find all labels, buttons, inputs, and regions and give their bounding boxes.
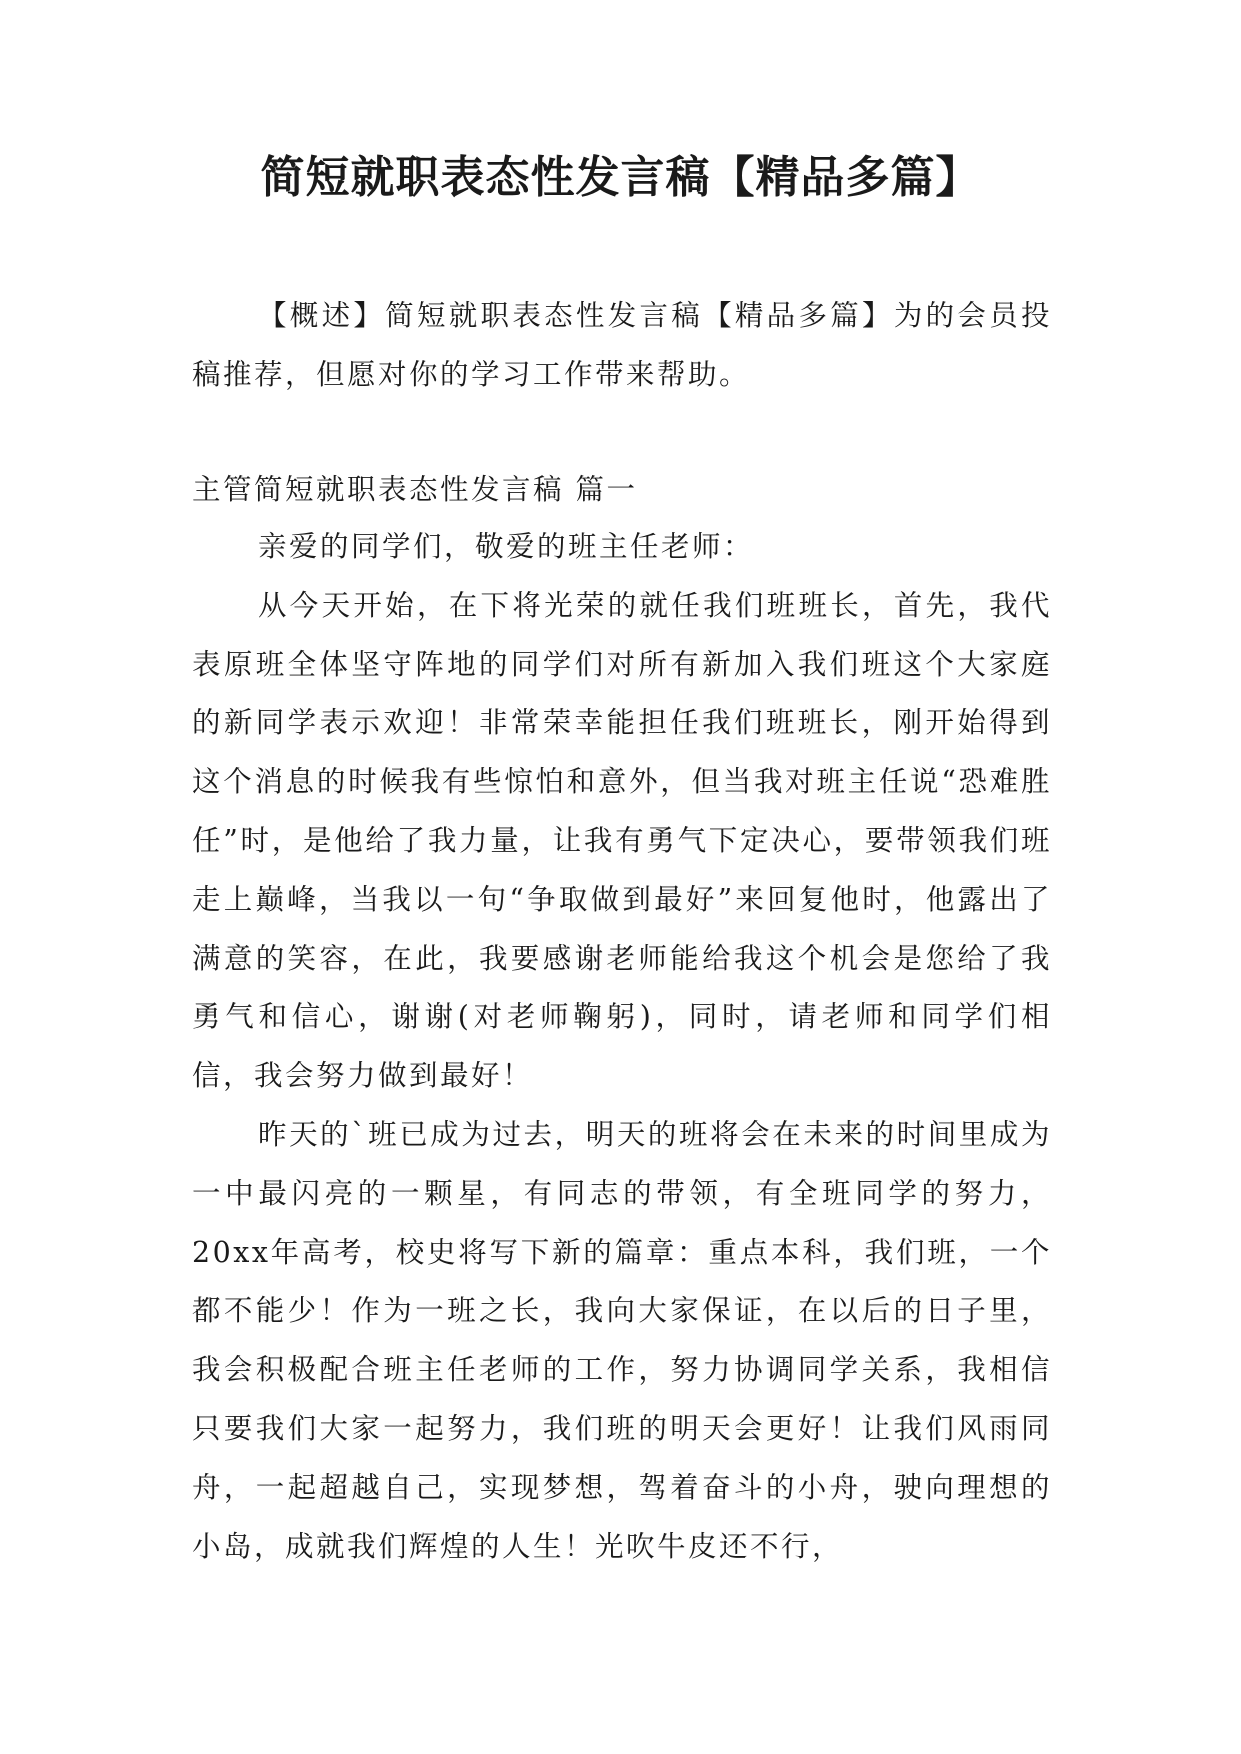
section-heading: 主管简短就职表态性发言稿 篇一 <box>192 473 638 506</box>
document-body <box>192 518 1052 1576</box>
salutation-paragraph: 亲爱的同学们，敬爱的班主任老师： <box>258 530 755 563</box>
body-paragraph: 从今天开始，在下将光荣的就任我们班班长，首先，我代表原班全体坚守阵地的同学们对所有新加入我们班这个大家庭的新同学表示欢迎！非常荣幸能担任我们班班长，刚开始得到这个消息的时候我有些惊怕和意外，但当我对班主任说“恐难胜任”时，是他给了我力量，让我有勇气下定决心，要带领我们班走上巅峰，当我以一句“争取做到最好”来回复他时，他露出了满意的笑容，在此，我要感谢老师能给我这个机会是您给了我勇气和信心，谢谢(对老师鞠躬)，同时，请老师和同学们相信，我会努力做到最好！ <box>192 588 1052 1093</box>
body-paragraph: 昨天的`班已成为过去，明天的班将会在未来的时间里成为一中最闪亮的一颗星，有同志的带领，有全班同学的努力，20xx年高考，校史将写下新的篇章：重点本科，我们班，一个都不能少！作为一班之长，我向大家保证，在以后的日子里，我会积极配合班主任老师的工作，努力协调同学关系，我相信只要我们大家一起努力，我们班的明天会更好！让我们风雨同舟，一起超越自己，实现梦想，驾着奋斗的小舟，驶向理想的小岛，成就我们辉煌的人生！光吹牛皮还不行， <box>192 1117 1052 1563</box>
document-title: 简短就职表态性发言稿【精品多篇】 <box>260 152 981 203</box>
summary-paragraph: 【概述】简短就职表态性发言稿【精品多篇】为的会员投稿推荐，但愿对你的学习工作带来帮助。 <box>192 299 1052 391</box>
